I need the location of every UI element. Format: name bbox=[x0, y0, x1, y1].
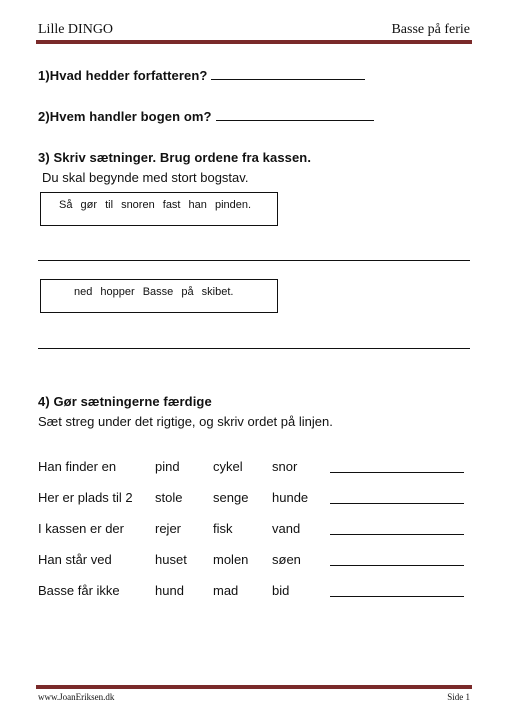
sentence-line-2[interactable] bbox=[38, 348, 470, 349]
row-4-answer-line[interactable] bbox=[330, 565, 464, 566]
row-2-option-3[interactable]: hunde bbox=[272, 490, 309, 505]
row-4-option-2[interactable]: molen bbox=[213, 552, 249, 567]
sentence-line-1[interactable] bbox=[38, 260, 470, 261]
row-2-answer-line[interactable] bbox=[330, 503, 464, 504]
row-2-option-1[interactable]: stole bbox=[155, 490, 183, 505]
row-3-prompt: I kassen er der bbox=[38, 521, 124, 536]
row-2-prompt: Her er plads til 2 bbox=[38, 490, 133, 505]
row-1-option-3[interactable]: snor bbox=[272, 459, 298, 474]
row-5-option-1[interactable]: hund bbox=[155, 583, 184, 598]
row-5-option-2[interactable]: mad bbox=[213, 583, 239, 598]
question-4-title: 4) Gør sætningerne færdige bbox=[38, 394, 212, 409]
header-title-right: Basse på ferie bbox=[391, 22, 470, 37]
footer-website[interactable]: www.JoanEriksen.dk bbox=[38, 692, 115, 702]
row-1-option-2[interactable]: cykel bbox=[213, 459, 243, 474]
question-1-answer-line[interactable] bbox=[211, 78, 365, 80]
word-box-2-text: ned hopper Basse på skibet. bbox=[74, 286, 234, 298]
row-3-answer-line[interactable] bbox=[330, 534, 464, 535]
question-3-instruction: Du skal begynde med stort bogstav. bbox=[42, 170, 249, 185]
question-3-title: 3) Skriv sætninger. Brug ordene fra kassen. bbox=[38, 150, 312, 165]
footer-rule bbox=[36, 685, 472, 689]
row-3-option-3[interactable]: vand bbox=[272, 521, 301, 536]
row-3-option-1[interactable]: rejer bbox=[155, 521, 182, 536]
row-3-option-2[interactable]: fisk bbox=[213, 521, 233, 536]
row-5-answer-line[interactable] bbox=[330, 596, 464, 597]
question-2 bbox=[38, 109, 374, 124]
word-box-1-text: Så gør til snoren fast han pinden. bbox=[59, 199, 252, 211]
row-2-option-2[interactable]: senge bbox=[213, 490, 249, 505]
word-box-2 bbox=[40, 279, 278, 313]
question-1 bbox=[38, 68, 365, 83]
header-rule bbox=[36, 40, 472, 44]
row-1-answer-line[interactable] bbox=[330, 472, 464, 473]
row-4-option-3[interactable]: søen bbox=[272, 552, 301, 567]
row-1-prompt: Han finder en bbox=[38, 459, 117, 474]
row-5-prompt: Basse får ikke bbox=[38, 583, 120, 598]
row-5-option-3[interactable]: bid bbox=[272, 583, 290, 598]
row-4-option-1[interactable]: huset bbox=[155, 552, 187, 567]
footer-page-number: Side 1 bbox=[447, 692, 470, 702]
question-2-text: 2)Hvem handler bogen om? bbox=[38, 109, 212, 124]
header-title-left: Lille DINGO bbox=[38, 22, 114, 37]
question-2-answer-line[interactable] bbox=[216, 119, 374, 121]
question-4-instruction: Sæt streg under det rigtige, og skriv ordet på linjen. bbox=[38, 414, 333, 429]
word-box-1 bbox=[40, 192, 278, 226]
row-4-prompt: Han står ved bbox=[38, 552, 112, 567]
row-1-option-1[interactable]: pind bbox=[155, 459, 180, 474]
question-1-text: 1)Hvad hedder forfatteren? bbox=[38, 68, 208, 83]
